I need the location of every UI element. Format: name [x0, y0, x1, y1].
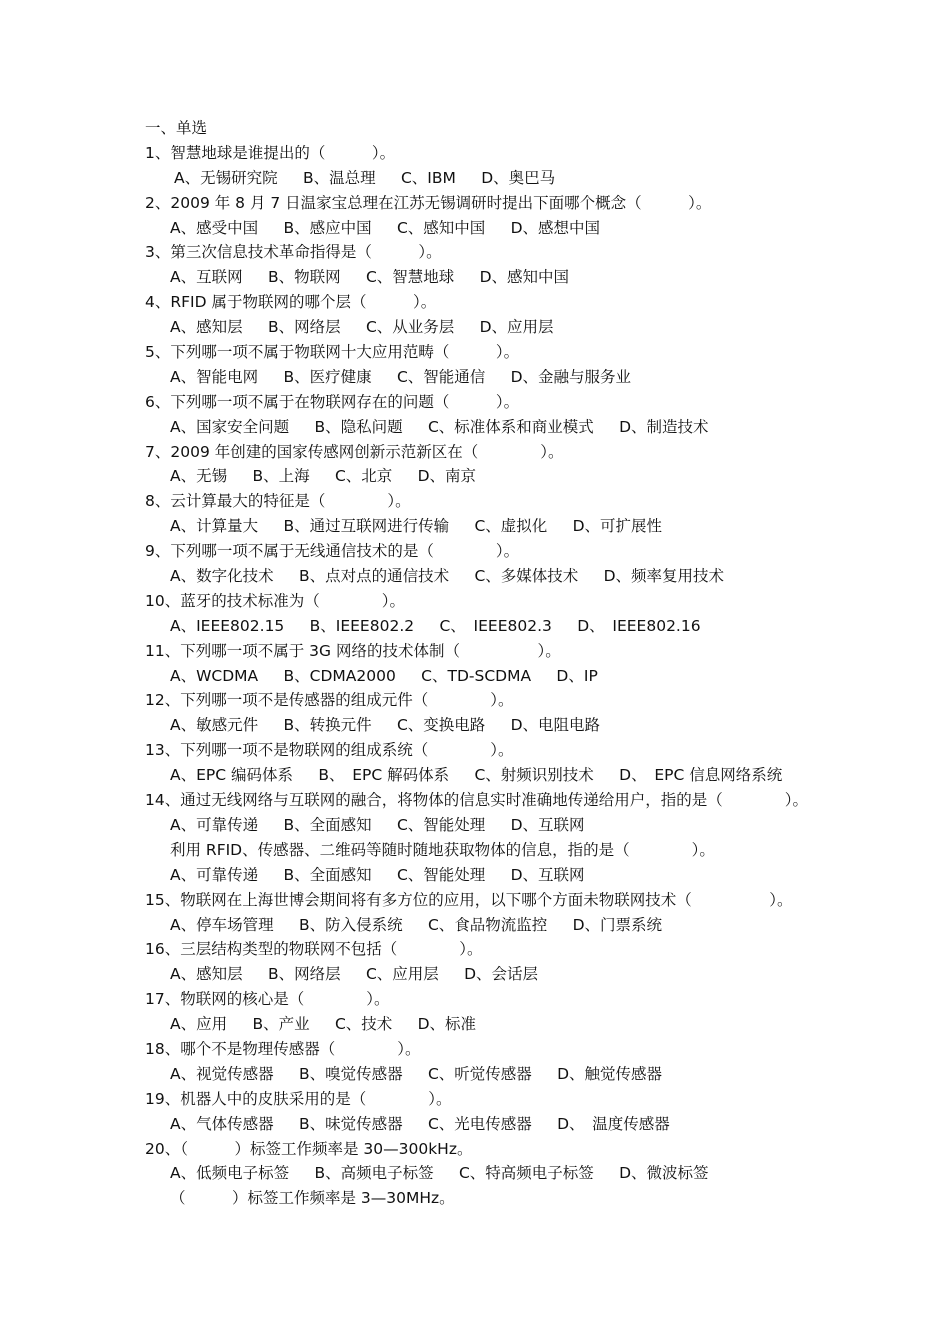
answer-options: A、视觉传感器 B、嗅觉传感器 C、听觉传感器 D、触觉传感器	[170, 1064, 663, 1083]
answer-options: A、计算量大 B、通过互联网进行传输 C、虚拟化 D、可扩展性	[170, 517, 663, 536]
question-text: 2、2009 年 8 月 7 日温家宝总理在江苏无锡调研时提出下面哪个概念（ ）。	[145, 193, 712, 212]
question-text: 20、（ ）标签工作频率是 30—300kHz。	[145, 1139, 473, 1158]
answer-options: A、低频电子标签 B、高频电子标签 C、特高频电子标签 D、微波标签	[170, 1164, 709, 1183]
question-text: 10、蓝牙的技术标准为（ ）。	[145, 591, 405, 610]
question-text: 6、下列哪一项不属于在物联网存在的问题（ ）。	[145, 392, 520, 411]
answer-options: A、感受中国 B、感应中国 C、感知中国 D、感想中国	[170, 218, 601, 237]
answer-options: A、无锡 B、上海 C、北京 D、南京	[170, 467, 477, 486]
answer-options: A、智能电网 B、医疗健康 C、智能通信 D、金融与服务业	[170, 367, 632, 386]
answer-options: A、无锡研究院 B、温总理 C、IBM D、奥巴马	[174, 168, 556, 187]
sub-question-text: （ ）标签工作频率是 3—30MHz。	[170, 1189, 455, 1208]
question-text: 1、智慧地球是谁提出的（ ）。	[145, 143, 396, 162]
section-title: 一、单选	[145, 119, 208, 137]
question-text: 17、物联网的核心是（ ）。	[145, 990, 390, 1009]
answer-options: A、可靠传递 B、全面感知 C、智能处理 D、互联网	[170, 865, 585, 884]
question-text: 7、2009 年创建的国家传感网创新示范新区在（ ）。	[145, 442, 564, 461]
question-text: 5、下列哪一项不属于物联网十大应用范畴（ ）。	[145, 343, 520, 362]
question-text: 9、下列哪一项不属于无线通信技术的是（ ）。	[145, 542, 520, 561]
question-text: 8、云计算最大的特征是（ ）。	[145, 492, 411, 511]
question-text: 11、下列哪一项不属于 3G 网络的技术体制（ ）。	[145, 641, 561, 660]
question-text: 15、物联网在上海世博会期间将有多方位的应用，以下哪个方面未物联网技术（ ）。	[145, 890, 793, 909]
answer-options: A、WCDMA B、CDMA2000 C、TD-SCDMA D、IP	[170, 666, 598, 685]
answer-options: A、国家安全问题 B、隐私问题 C、标准体系和商业模式 D、制造技术	[170, 417, 709, 436]
sub-question-text: 利用 RFID、传感器、二维码等随时随地获取物体的信息，指的是（ ）。	[170, 840, 715, 859]
question-text: 18、哪个不是物理传感器（ ）。	[145, 1039, 421, 1058]
answer-options: A、气体传感器 B、味觉传感器 C、光电传感器 D、 温度传感器	[170, 1114, 670, 1133]
answer-options: A、敏感元件 B、转换元件 C、变换电路 D、电阻电路	[170, 716, 601, 735]
answer-options: A、数字化技术 B、点对点的通信技术 C、多媒体技术 D、频率复用技术	[170, 567, 725, 586]
question-text: 3、第三次信息技术革命指得是（ ）。	[145, 243, 442, 262]
question-text: 4、RFID 属于物联网的哪个层（ ）。	[145, 293, 437, 312]
answer-options: A、IEEE802.15 B、IEEE802.2 C、 IEEE802.3 D、 IEEE802.16	[170, 616, 701, 635]
answer-options: A、EPC 编码体系 B、 EPC 解码体系 C、射频识别技术 D、 EPC 信息网络系统	[170, 766, 783, 785]
answer-options: A、应用 B、产业 C、技术 D、标准	[170, 1015, 477, 1034]
answer-options: A、可靠传递 B、全面感知 C、智能处理 D、互联网	[170, 815, 585, 834]
answer-options: A、感知层 B、网络层 C、应用层 D、会话层	[170, 965, 539, 984]
question-text: 12、下列哪一项不是传感器的组成元件（ ）。	[145, 691, 514, 710]
question-list	[0, 141, 950, 1211]
question-text: 13、下列哪一项不是物联网的组成系统（ ）。	[145, 741, 514, 760]
answer-options: A、互联网 B、物联网 C、智慧地球 D、感知中国	[170, 268, 570, 287]
answer-options: A、停车场管理 B、防入侵系统 C、食品物流监控 D、门票系统	[170, 915, 663, 934]
question-text: 19、机器人中的皮肤采用的是（ ）。	[145, 1089, 452, 1108]
question-text: 14、通过无线网络与互联网的融合，将物体的信息实时准确地传递给用户，指的是（ ）。	[145, 791, 808, 810]
question-text: 16、三层结构类型的物联网不包括（ ）。	[145, 940, 483, 959]
answer-options: A、感知层 B、网络层 C、从业务层 D、应用层	[170, 318, 554, 337]
